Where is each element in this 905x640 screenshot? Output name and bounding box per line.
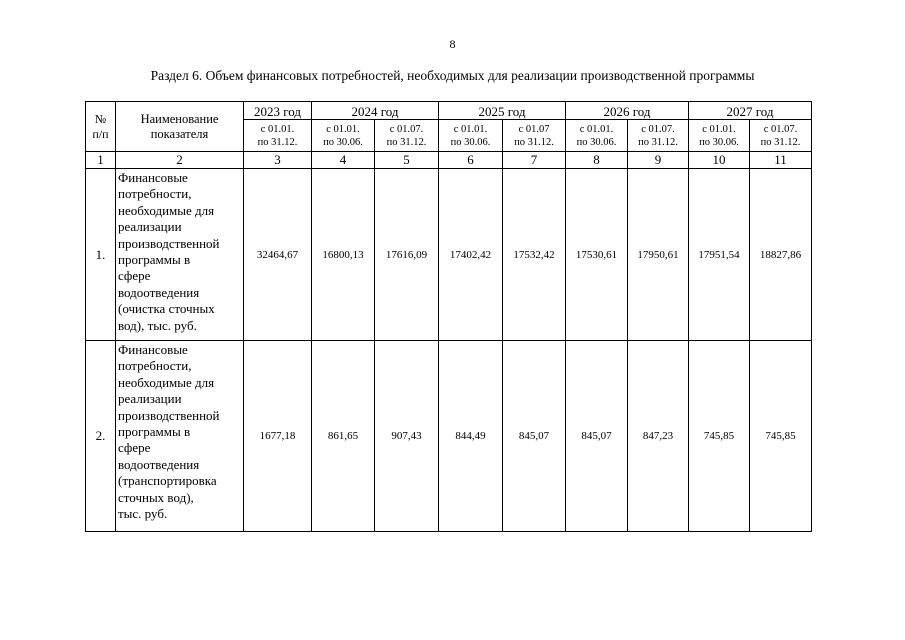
header-num-line2: п/п [92,126,109,141]
row-value: 17950,61 [628,169,689,341]
column-number: 2 [116,152,244,169]
row-value: 17402,42 [439,169,503,341]
header-period: с 01.01. по 30.06. [312,120,375,152]
row-value: 18827,86 [750,169,812,341]
row-value: 907,43 [375,341,439,532]
header-name-line2: показателя [150,126,209,141]
column-number: 6 [439,152,503,169]
row-value: 844,49 [439,341,503,532]
header-name-line1: Наименование [140,111,219,126]
column-number: 8 [566,152,628,169]
header-num [86,102,116,152]
row-value: 847,23 [628,341,689,532]
column-number: 7 [503,152,566,169]
column-number: 9 [628,152,689,169]
header-year-2023: 2023 год [244,102,312,120]
header-period: с 01.01. по 31.12. [244,120,312,152]
row-value: 861,65 [312,341,375,532]
row-value: 17616,09 [375,169,439,341]
row-value: 845,07 [566,341,628,532]
header-period: с 01.07. по 31.12. [750,120,812,152]
row-value: 845,07 [503,341,566,532]
row-value: 17951,54 [689,169,750,341]
column-number: 3 [244,152,312,169]
table-row [86,341,812,532]
row-value: 17532,42 [503,169,566,341]
table-row [86,169,812,341]
header-year-2027: 2027 год [689,102,812,120]
row-indicator-name: Финансовые потребности, необходимые для реализации производственной программы в сфере водоотведения (очистка сточных вод), тыс. руб. [116,169,244,341]
header-period: с 01.01. по 30.06. [689,120,750,152]
header-year-2024: 2024 год [312,102,439,120]
row-value: 32464,67 [244,169,312,341]
header-period: с 01.01. по 30.06. [439,120,503,152]
header-period: с 01.07 по 31.12. [503,120,566,152]
page-number: 8 [449,37,456,51]
row-number: 2. [86,341,116,532]
row-value: 1677,18 [244,341,312,532]
header-name [116,102,244,152]
header-year-2026: 2026 год [566,102,689,120]
header-num-line1: № [94,111,107,126]
row-value: 17530,61 [566,169,628,341]
section-title: Раздел 6. Объем финансовых потребностей, необходимых для реализации производственной программы [150,68,755,83]
row-number: 1. [86,169,116,341]
row-value: 745,85 [750,341,812,532]
row-indicator-name: Финансовые потребности, необходимые для реализации производственной программы в сфере водоотведения (транспортировка сточных вод), тыс. руб. [116,341,244,532]
financial-needs-table [85,101,812,532]
header-period: с 01.01. по 30.06. [566,120,628,152]
column-number: 1 [86,152,116,169]
row-value: 745,85 [689,341,750,532]
header-row-years [86,102,812,120]
row-value: 16800,13 [312,169,375,341]
header-period: с 01.07. по 31.12. [375,120,439,152]
column-number: 4 [312,152,375,169]
column-number: 11 [750,152,812,169]
column-number: 10 [689,152,750,169]
column-number-row [86,152,812,169]
column-number: 5 [375,152,439,169]
header-year-2025: 2025 год [439,102,566,120]
header-period: с 01.07. по 31.12. [628,120,689,152]
